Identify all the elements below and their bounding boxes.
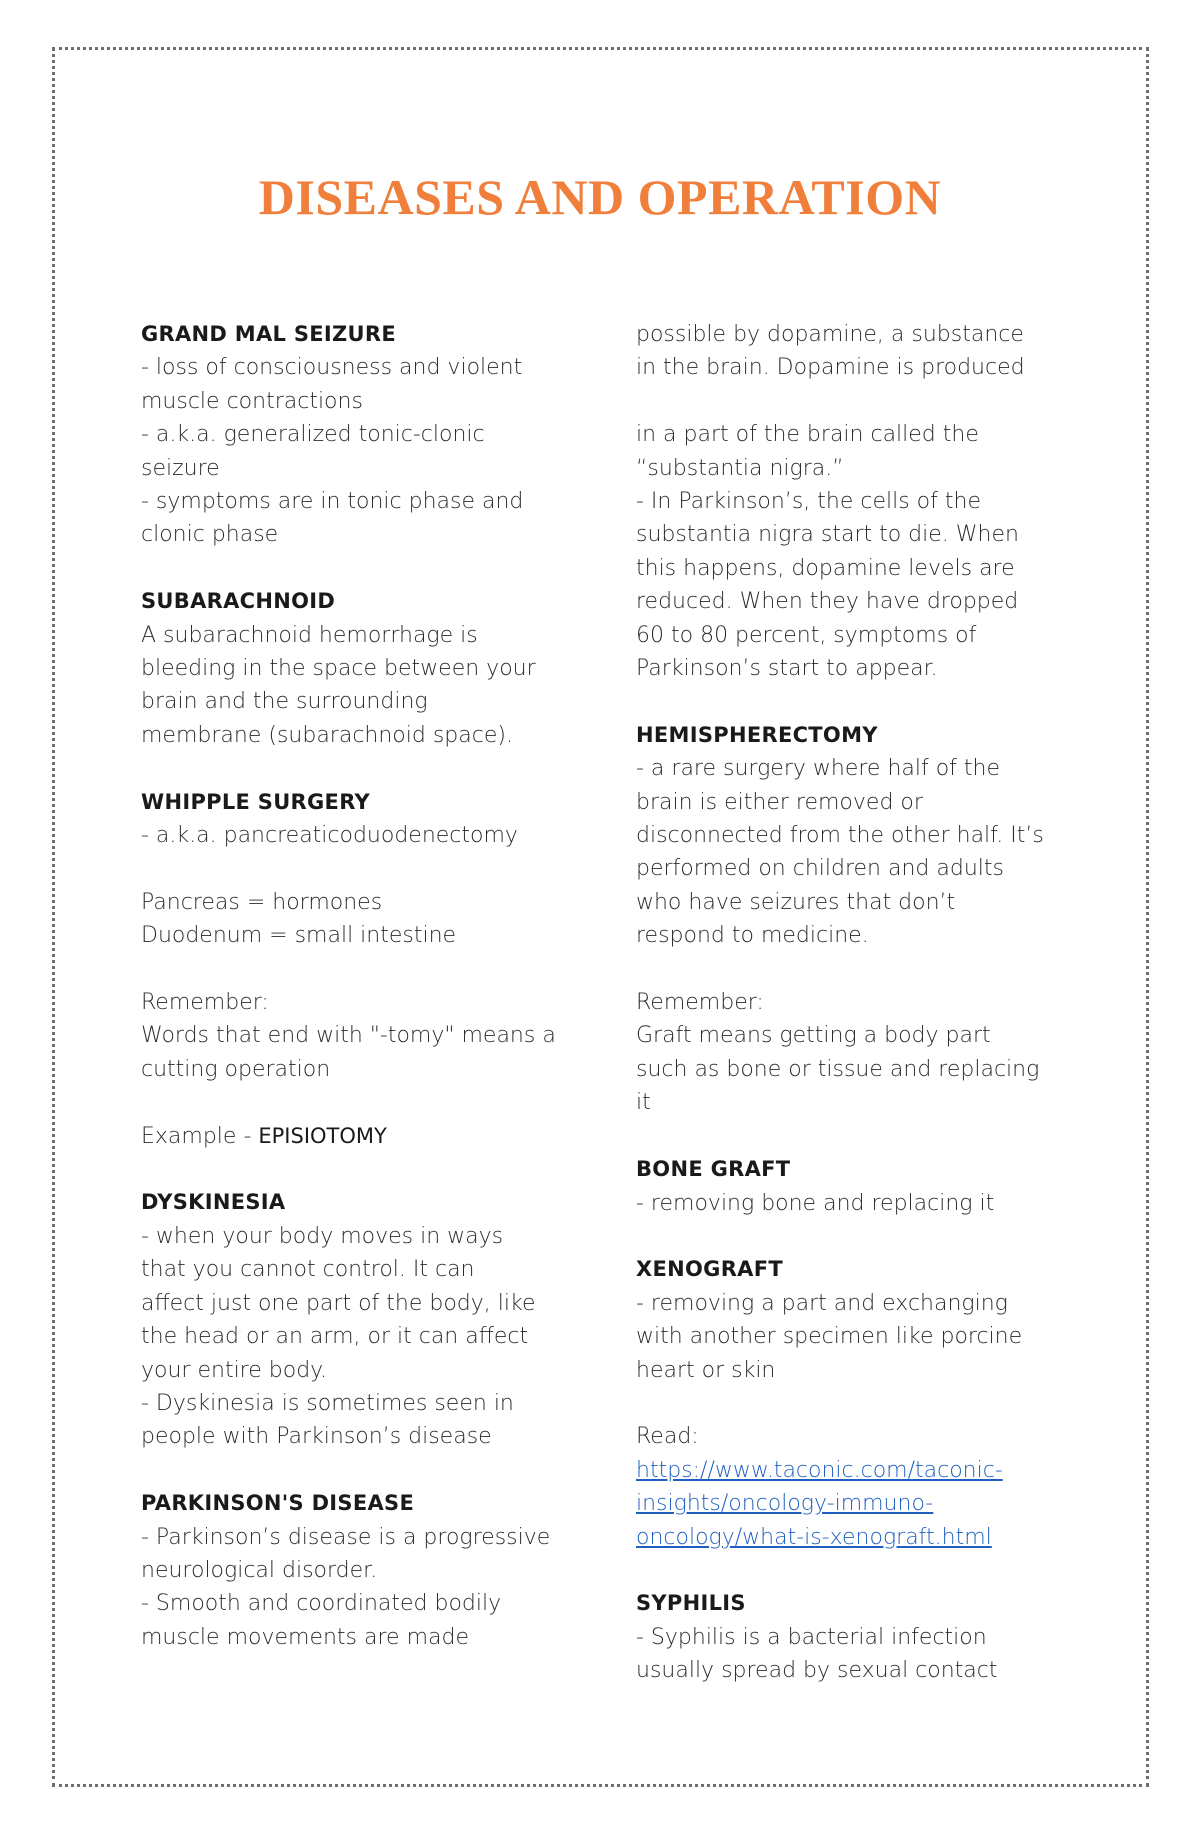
example-term: EPISIOTOMY	[258, 1123, 387, 1148]
left-column	[141, 318, 581, 1654]
text-line: affect just one part of the body, like	[141, 1290, 536, 1316]
text-line: bleeding in the space between your	[141, 656, 536, 682]
text-line: substantia nigra start to die. When	[636, 522, 1019, 548]
xenograft-link-line-3[interactable]	[636, 1521, 1066, 1554]
text-line: that you cannot control. It can	[141, 1257, 475, 1283]
text-line: Duodenum = small intestine	[141, 923, 457, 949]
text-line: Remember:	[636, 990, 764, 1016]
text-line: “substantia nigra.”	[636, 455, 844, 481]
text-line: in the brain. Dopamine is produced	[636, 355, 1025, 381]
heading-dyskinesia: DYSKINESIA	[141, 1190, 286, 1215]
text-line: Words that end with "-tomy" means a	[141, 1023, 556, 1049]
text-line: clonic phase	[141, 522, 279, 548]
text-line: - removing a part and exchanging	[636, 1290, 1008, 1316]
text-line: A subarachnoid hemorrhage is	[141, 622, 478, 648]
text-line: disconnected from the other half. It’s	[636, 823, 1044, 849]
text-line: - In Parkinson’s, the cells of the	[636, 489, 981, 515]
heading-syphilis: SYPHILIS	[636, 1591, 746, 1616]
text-line: your entire body.	[141, 1357, 328, 1383]
xenograft-link[interactable]: oncology/what-is-xenograft.html	[636, 1524, 992, 1550]
xenograft-link[interactable]: https://www.taconic.com/taconic-	[636, 1457, 1003, 1483]
text-line: Parkinson’s start to appear.	[636, 656, 938, 682]
xenograft-link-line-2[interactable]	[636, 1487, 1066, 1520]
heading-hemispherectomy: HEMISPHERECTOMY	[636, 722, 878, 747]
text-line: Remember:	[141, 990, 269, 1016]
text-line: brain and the surrounding	[141, 689, 428, 715]
text-line: seizure	[141, 455, 220, 481]
right-column	[636, 318, 1066, 1688]
text-line: Graft means getting a body part	[636, 1023, 991, 1049]
read-label: Read:	[636, 1424, 699, 1450]
heading-whipple-surgery: WHIPPLE SURGERY	[141, 789, 371, 814]
text-line: respond to medicine.	[636, 923, 869, 949]
heading-grand-mal-seizure: GRAND MAL SEIZURE	[141, 322, 396, 346]
text-line: - a.k.a. generalized tonic-clonic	[141, 422, 485, 448]
text-line: brain is either removed or	[636, 789, 923, 815]
text-line: people with Parkinson’s disease	[141, 1424, 492, 1450]
text-line: membrane (subarachnoid space).	[141, 722, 513, 748]
xenograft-link[interactable]: insights/oncology-immuno-	[636, 1491, 934, 1517]
xenograft-link-line-1[interactable]	[636, 1454, 1066, 1487]
text-line: neurological disorder.	[141, 1557, 378, 1583]
text-line: - Dyskinesia is sometimes seen in	[141, 1390, 514, 1416]
heading-parkinsons-disease: PARKINSON'S DISEASE	[141, 1491, 415, 1516]
example-prefix: Example -	[141, 1123, 259, 1149]
text-line: in a part of the brain called the	[636, 422, 979, 448]
text-line: - Syphilis is a bacterial infection	[636, 1624, 987, 1650]
text-line: 60 to 80 percent, symptoms of	[636, 622, 977, 648]
text-line: such as bone or tissue and replacing	[636, 1056, 1040, 1082]
text-line: - loss of consciousness and violent	[141, 355, 523, 381]
text-line: heart or skin	[636, 1357, 776, 1383]
text-line: Pancreas = hormones	[141, 889, 383, 915]
text-line: - a.k.a. pancreaticoduodenectomy	[141, 823, 518, 849]
text-line: performed on children and adults	[636, 856, 1004, 882]
text-line: it	[636, 1090, 651, 1116]
text-line: - a rare surgery where half of the	[636, 756, 1001, 782]
text-line: - removing bone and replacing it	[636, 1190, 995, 1216]
text-line: usually spread by sexual contact	[636, 1658, 998, 1684]
text-line: the head or an arm, or it can affect	[141, 1324, 529, 1350]
heading-bone-graft: BONE GRAFT	[636, 1157, 791, 1182]
text-line: cutting operation	[141, 1056, 331, 1082]
heading-xenograft: XENOGRAFT	[636, 1257, 783, 1282]
text-line: - Smooth and coordinated bodily	[141, 1591, 502, 1617]
text-line: with another specimen like porcine	[636, 1324, 1023, 1350]
text-line: this happens, dopamine levels are	[636, 555, 1015, 581]
text-line: reduced. When they have dropped	[636, 589, 1019, 615]
text-line: muscle contractions	[141, 388, 363, 414]
text-line: - symptoms are in tonic phase and	[141, 489, 524, 515]
text-line: - when your body moves in ways	[141, 1223, 504, 1249]
text-line: - Parkinson’s disease is a progressive	[141, 1524, 551, 1550]
text-line: possible by dopamine, a substance	[636, 322, 1024, 347]
page-title: DISEASES AND OPERATION	[258, 169, 942, 225]
text-line: muscle movements are made	[141, 1624, 469, 1650]
heading-subarachnoid: SUBARACHNOID	[141, 589, 336, 614]
text-line: who have seizures that don’t	[636, 889, 956, 915]
example-line	[141, 1120, 581, 1153]
